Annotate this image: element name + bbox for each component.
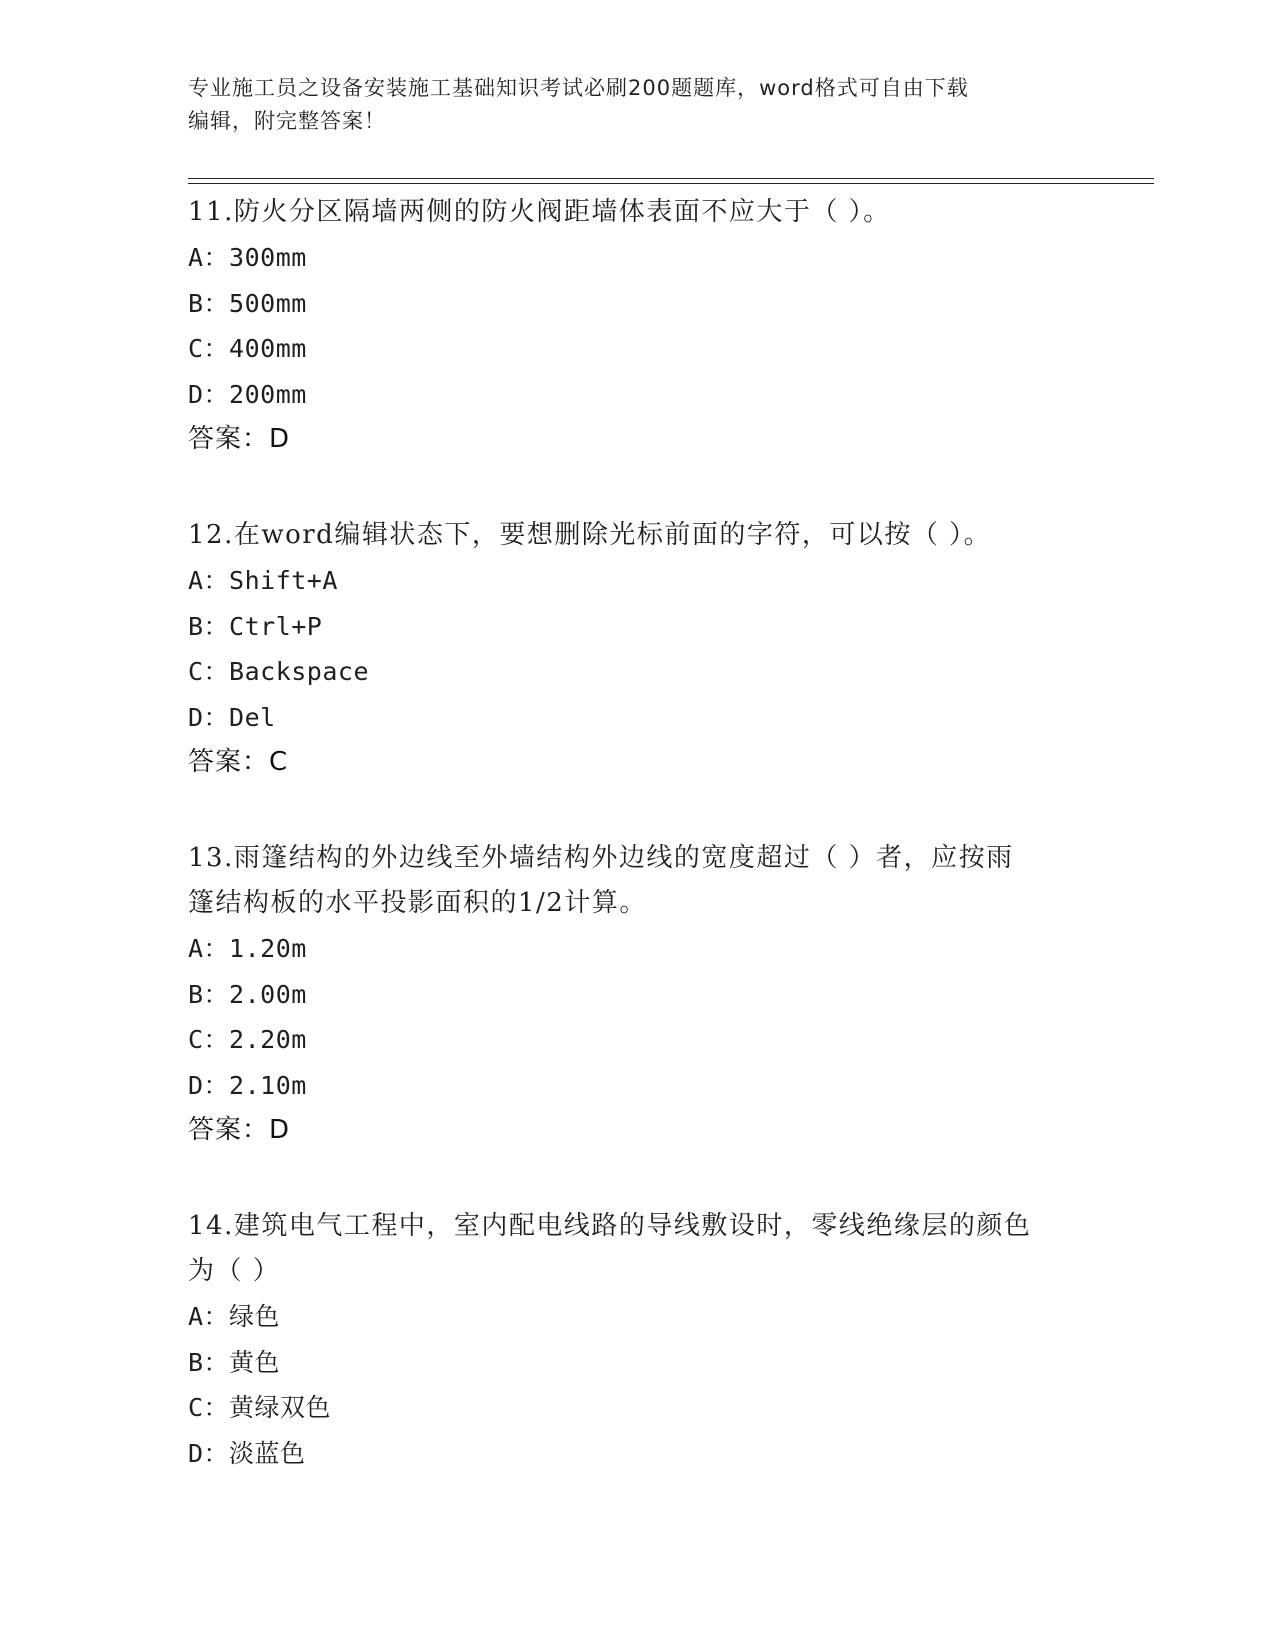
option-b: B：Ctrl+P [188,611,323,641]
answer-line: 答案：C [188,747,289,777]
question-11 [188,190,1088,461]
question-13 [188,836,1088,1152]
answer-line: 答案：D [188,1115,291,1145]
question-stem-line-1: 14.建筑电气工程中，室内配电线路的导线敷设时，零线绝缘层的颜色 [188,1211,1032,1241]
header-title-line-2: 编辑，附完整答案！ [188,109,386,133]
option-c: C：黄绿双色 [188,1393,332,1422]
option-d: D：200mm [188,379,307,409]
question-stem-line-2: 为（ ） [188,1256,281,1286]
question-stem: 12.在word编辑状态下，要想删除光标前面的字符，可以按（ ）。 [188,520,992,550]
option-d: D：淡蓝色 [188,1438,306,1468]
question-12 [188,513,1088,784]
header-divider-top [188,178,1154,179]
answer-line: 答案：D [188,424,291,454]
question-spacer [188,461,1088,513]
option-b: B：2.00m [188,979,307,1009]
question-spacer [188,784,1088,836]
option-a: A：绿色 [188,1302,281,1331]
question-stem: 11.防火分区隔墙两侧的防火阀距墙体表面不应大于（ ）。 [188,197,891,227]
option-a: A：1.20m [188,934,307,963]
option-a: A：300mm [188,243,307,272]
question-list [188,190,1088,1476]
option-d: D：Del [188,702,276,732]
question-spacer [188,1152,1088,1204]
question-14 [188,1204,1088,1476]
option-c: C：Backspace [188,657,370,686]
option-c: C：2.20m [188,1025,307,1054]
option-a: A：Shift+A [188,566,338,595]
question-stem-line-2: 篷结构板的水平投影面积的1/2计算。 [188,888,647,918]
option-c: C：400mm [188,334,307,363]
header-divider-bottom [188,183,1154,184]
option-b: B：500mm [188,288,307,318]
question-stem-line-1: 13.雨篷结构的外边线至外墙结构外边线的宽度超过（ ）者，应按雨 [188,843,1014,873]
document-header [188,72,1068,138]
header-title-line-1: 专业施工员之设备安装施工基础知识考试必刷200题题库，word格式可自由下载 [188,76,969,100]
option-d: D：2.10m [188,1070,307,1100]
option-b: B：黄色 [188,1347,281,1377]
